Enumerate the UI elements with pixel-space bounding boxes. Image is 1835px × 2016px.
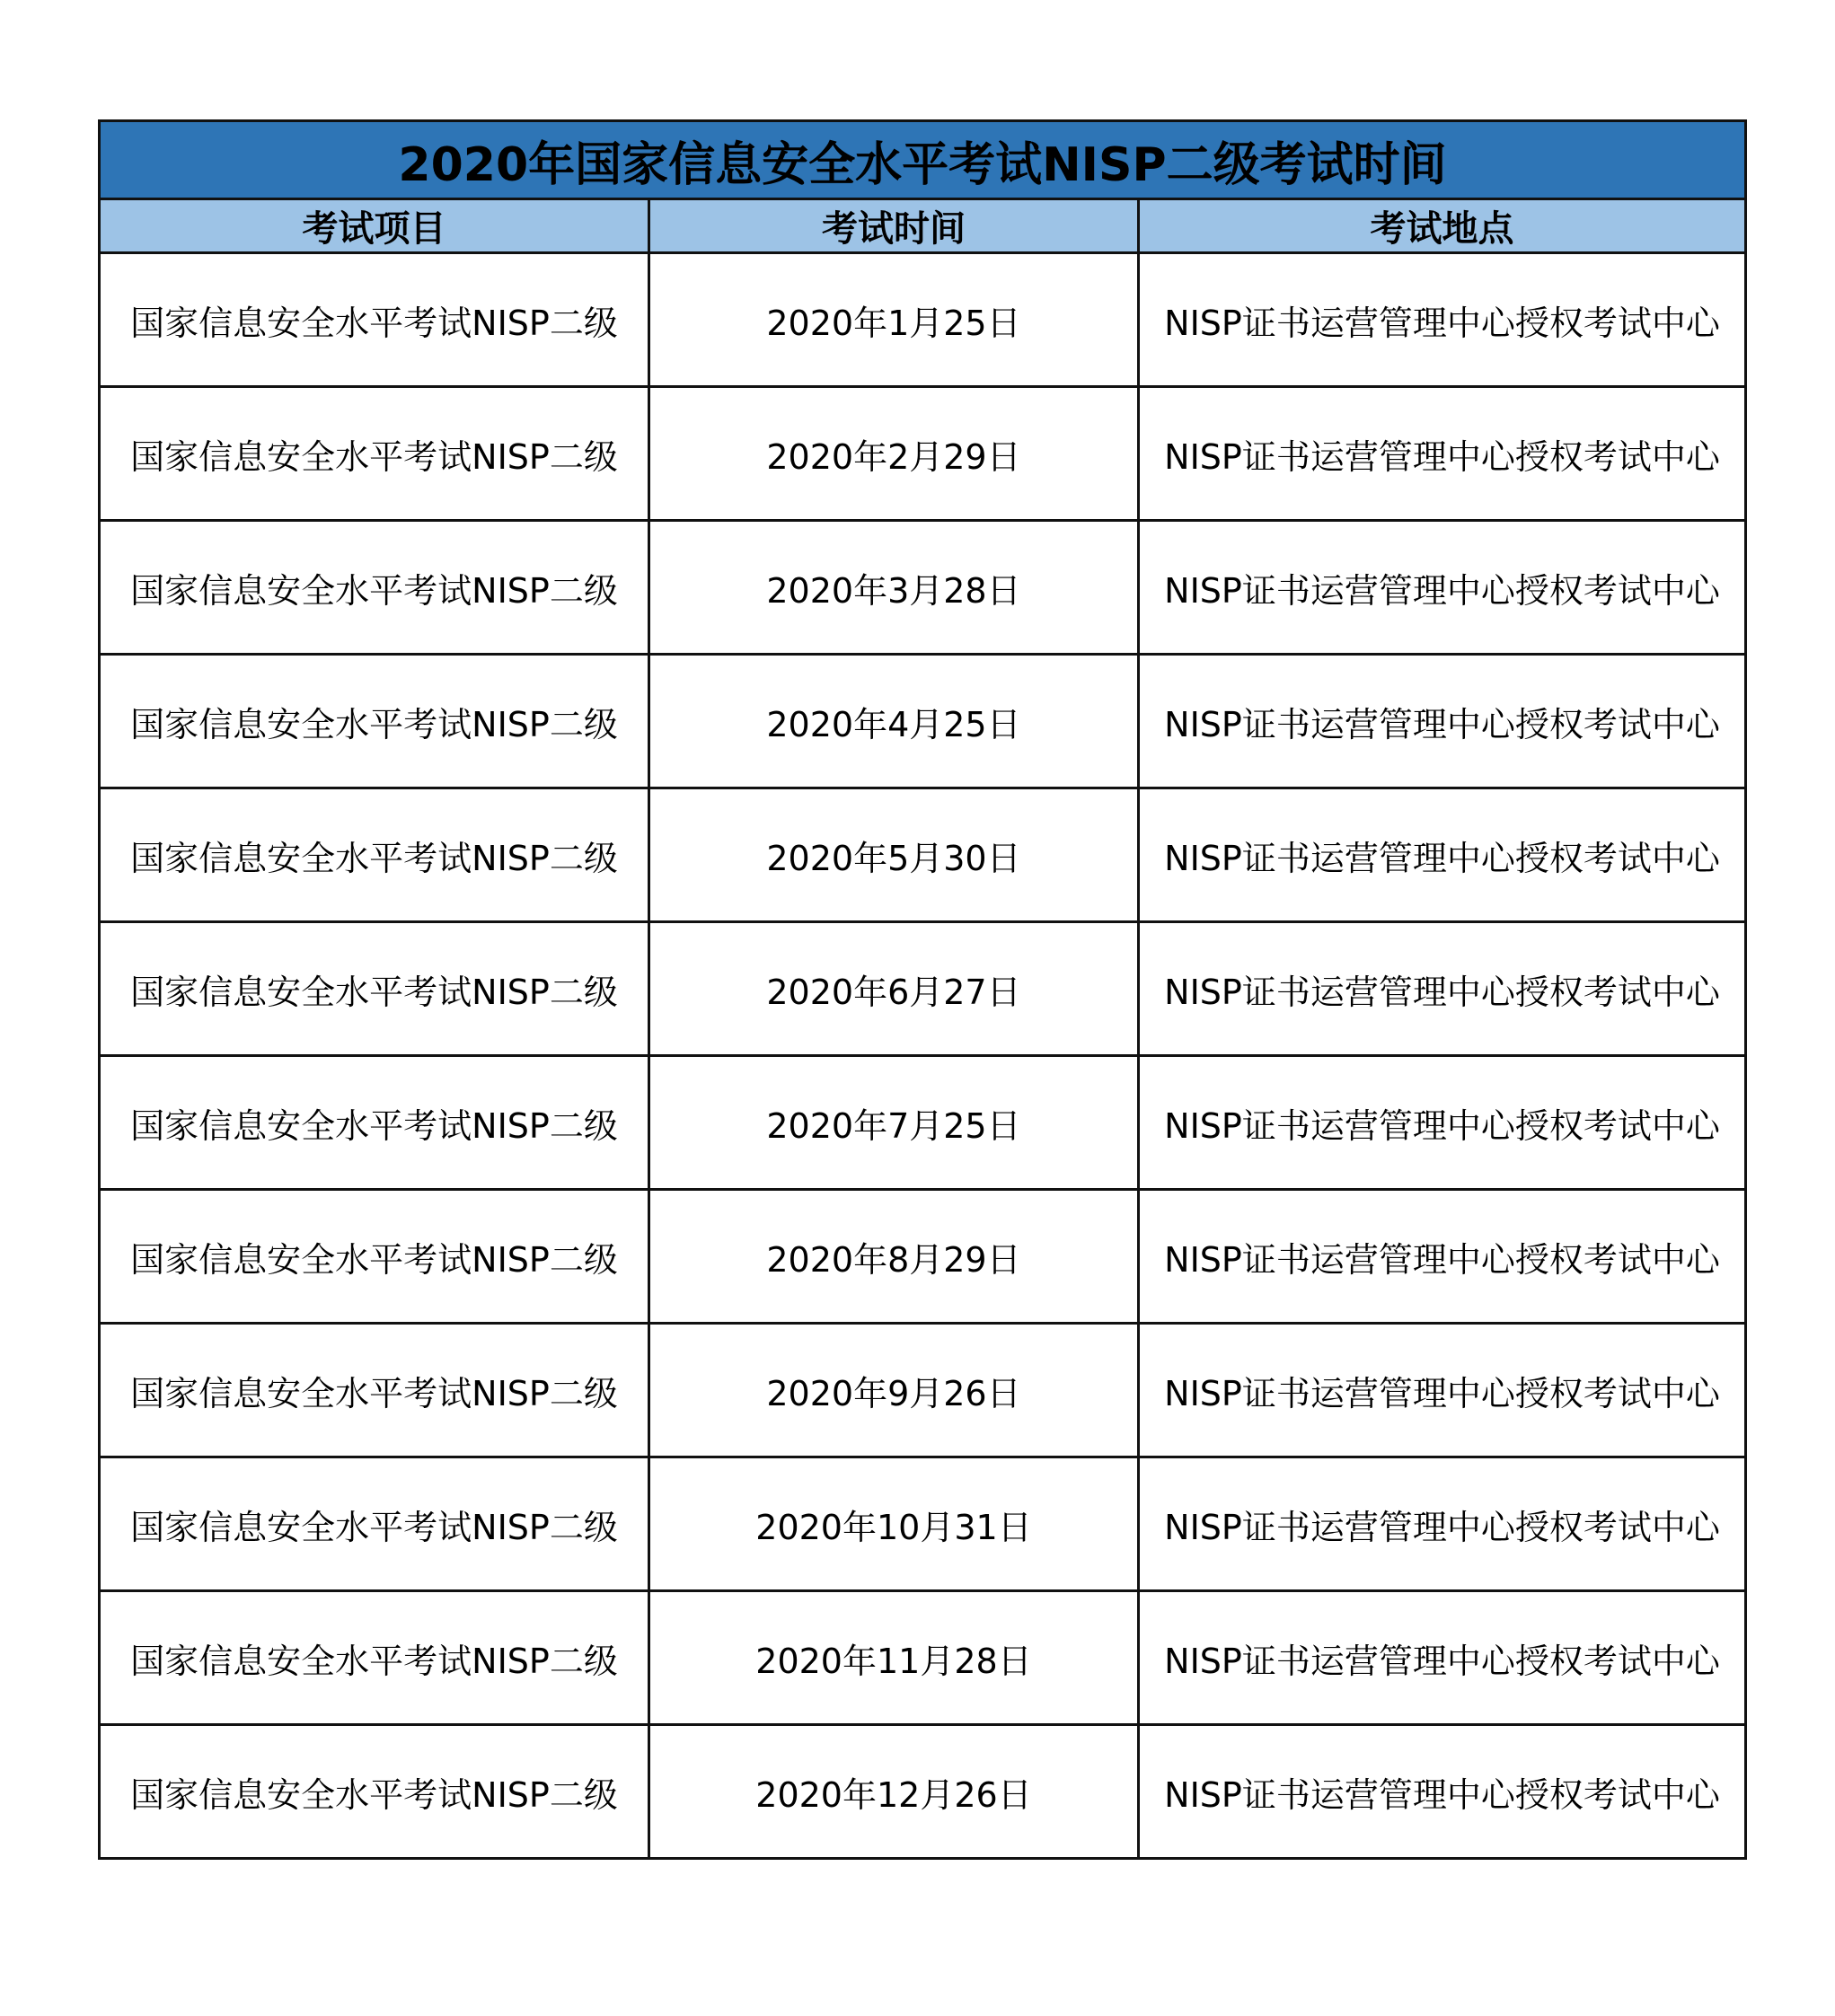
cell-exam-location: NISP证书运营管理中心授权考试中心 — [1139, 1725, 1746, 1859]
cell-exam-project: 国家信息安全水平考试NISP二级 — [100, 1056, 649, 1190]
cell-exam-project: 国家信息安全水平考试NISP二级 — [100, 521, 649, 655]
cell-exam-time: 2020年9月26日 — [649, 1324, 1139, 1457]
cell-exam-location: NISP证书运营管理中心授权考试中心 — [1139, 253, 1746, 387]
cell-exam-project: 国家信息安全水平考试NISP二级 — [100, 253, 649, 387]
table-row — [100, 1324, 1746, 1457]
cell-exam-time: 2020年7月25日 — [649, 1056, 1139, 1190]
cell-exam-location: NISP证书运营管理中心授权考试中心 — [1139, 1190, 1746, 1324]
table-row — [100, 253, 1746, 387]
table-row — [100, 788, 1746, 922]
cell-exam-location: NISP证书运营管理中心授权考试中心 — [1139, 922, 1746, 1056]
cell-exam-time: 2020年4月25日 — [649, 655, 1139, 788]
table-row — [100, 1591, 1746, 1725]
table-title: 2020年国家信息安全水平考试NISP二级考试时间 — [100, 121, 1746, 199]
table-row — [100, 655, 1746, 788]
cell-exam-time: 2020年8月29日 — [649, 1190, 1139, 1324]
table-row — [100, 1056, 1746, 1190]
cell-exam-location: NISP证书运营管理中心授权考试中心 — [1139, 655, 1746, 788]
header-exam-time: 考试时间 — [649, 199, 1139, 253]
cell-exam-time: 2020年3月28日 — [649, 521, 1139, 655]
cell-exam-time: 2020年5月30日 — [649, 788, 1139, 922]
cell-exam-location: NISP证书运营管理中心授权考试中心 — [1139, 1056, 1746, 1190]
table-row — [100, 1725, 1746, 1859]
header-exam-location: 考试地点 — [1139, 199, 1746, 253]
cell-exam-project: 国家信息安全水平考试NISP二级 — [100, 1190, 649, 1324]
cell-exam-time: 2020年11月28日 — [649, 1591, 1139, 1725]
cell-exam-project: 国家信息安全水平考试NISP二级 — [100, 1457, 649, 1591]
table-row — [100, 521, 1746, 655]
exam-schedule-table — [98, 119, 1747, 1860]
table-row — [100, 387, 1746, 521]
cell-exam-project: 国家信息安全水平考试NISP二级 — [100, 1591, 649, 1725]
cell-exam-location: NISP证书运营管理中心授权考试中心 — [1139, 1457, 1746, 1591]
header-exam-project: 考试项目 — [100, 199, 649, 253]
cell-exam-location: NISP证书运营管理中心授权考试中心 — [1139, 788, 1746, 922]
cell-exam-location: NISP证书运营管理中心授权考试中心 — [1139, 1324, 1746, 1457]
cell-exam-project: 国家信息安全水平考试NISP二级 — [100, 655, 649, 788]
cell-exam-location: NISP证书运营管理中心授权考试中心 — [1139, 1591, 1746, 1725]
table-row — [100, 1190, 1746, 1324]
table-row — [100, 1457, 1746, 1591]
cell-exam-time: 2020年12月26日 — [649, 1725, 1139, 1859]
cell-exam-project: 国家信息安全水平考试NISP二级 — [100, 1324, 649, 1457]
cell-exam-time: 2020年2月29日 — [649, 387, 1139, 521]
cell-exam-project: 国家信息安全水平考试NISP二级 — [100, 1725, 649, 1859]
cell-exam-project: 国家信息安全水平考试NISP二级 — [100, 788, 649, 922]
cell-exam-time: 2020年1月25日 — [649, 253, 1139, 387]
cell-exam-location: NISP证书运营管理中心授权考试中心 — [1139, 521, 1746, 655]
cell-exam-project: 国家信息安全水平考试NISP二级 — [100, 922, 649, 1056]
cell-exam-time: 2020年6月27日 — [649, 922, 1139, 1056]
title-row — [100, 121, 1746, 199]
cell-exam-project: 国家信息安全水平考试NISP二级 — [100, 387, 649, 521]
header-row — [100, 199, 1746, 253]
cell-exam-time: 2020年10月31日 — [649, 1457, 1139, 1591]
table-body — [100, 121, 1746, 1859]
table-row — [100, 922, 1746, 1056]
cell-exam-location: NISP证书运营管理中心授权考试中心 — [1139, 387, 1746, 521]
